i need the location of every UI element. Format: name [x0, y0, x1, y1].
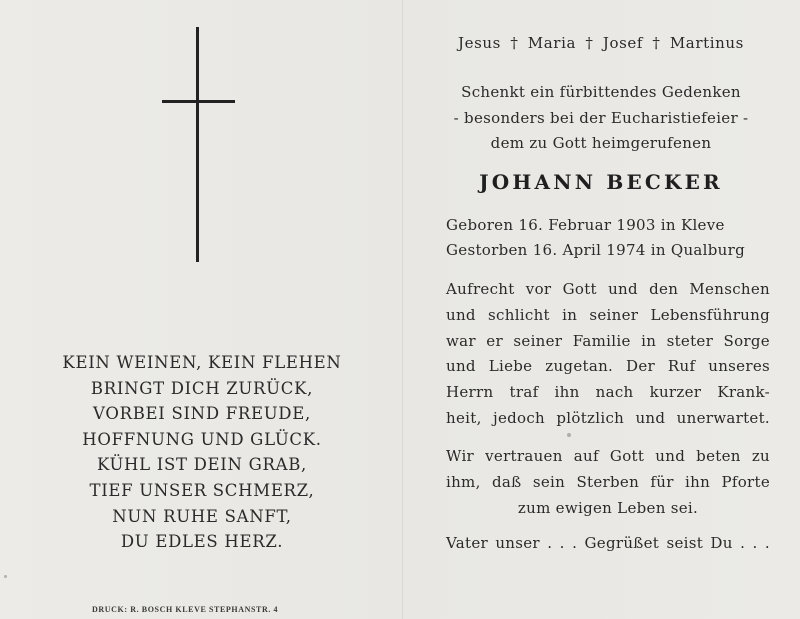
- paper-speck: [567, 433, 571, 437]
- intro-line: Schenkt ein fürbittendes Gedenken: [461, 83, 741, 101]
- paper-speck: [4, 575, 7, 578]
- trust-line: zum ewigen Leben sei.: [517, 498, 699, 517]
- death-date: Gestorben 16. April 1974 in Qualburg: [446, 240, 745, 259]
- poem-line: HOFFNUNG UND GLÜCK.: [82, 429, 322, 449]
- trust-text: [446, 444, 770, 521]
- trust-line: ihm, daß sein Sterben für ihn Pforte: [446, 472, 770, 491]
- poem-line: NUN RUHE SANFT,: [112, 506, 292, 526]
- intro-line: dem zu Gott heimgerufenen: [490, 134, 712, 152]
- card-fold: [402, 0, 403, 619]
- trust-line: Wir vertrauen auf Gott und beten zu: [446, 447, 770, 465]
- intro-line: - besonders bei der Eucharistiefeier -: [453, 108, 749, 127]
- cross-icon: [196, 27, 199, 262]
- tribute-line: war er seiner Familie in steter Sorge: [446, 331, 770, 350]
- poem-line: VORBEI SIND FREUDE,: [93, 404, 311, 424]
- poem-line: BRINGT DICH ZURÜCK,: [90, 378, 314, 398]
- tribute-line: und Liebe zugetan. Der Ruf unseres: [446, 357, 770, 376]
- birth-date: Geboren 16. Februar 1903 in Kleve: [446, 216, 725, 234]
- life-dates: [446, 213, 770, 262]
- printer-imprint: DRUCK: R. BOSCH KLEVE STEPHANSTR. 4: [92, 605, 279, 614]
- tribute-line: und schlicht in seiner Lebensführung: [446, 305, 770, 324]
- invocation: Jesus † Maria † Josef † Martinus: [458, 34, 744, 52]
- poem-line: DU EDLES HERZ.: [120, 532, 284, 552]
- memorial-poem: [42, 350, 362, 555]
- intro-text: [432, 80, 770, 157]
- cross-icon-bar: [162, 100, 235, 103]
- closing-prayer: Vater unser . . . Gegrüßet seist Du . . .: [446, 534, 770, 552]
- deceased-name: JOHANN BECKER: [479, 170, 723, 194]
- poem-line: KEIN WEINEN, KEIN FLEHEN: [62, 353, 342, 372]
- poem-line: KÜHL IST DEIN GRAB,: [97, 455, 307, 475]
- tribute-text: [446, 277, 770, 432]
- tribute-line: Herrn traf ihn nach kurzer Krank-: [446, 383, 770, 402]
- poem-line: TIEF UNSER SCHMERZ,: [89, 480, 315, 500]
- tribute-line: heit, jedoch plötzlich und unerwartet.: [446, 408, 770, 427]
- tribute-line: Aufrecht vor Gott und den Menschen: [446, 280, 770, 298]
